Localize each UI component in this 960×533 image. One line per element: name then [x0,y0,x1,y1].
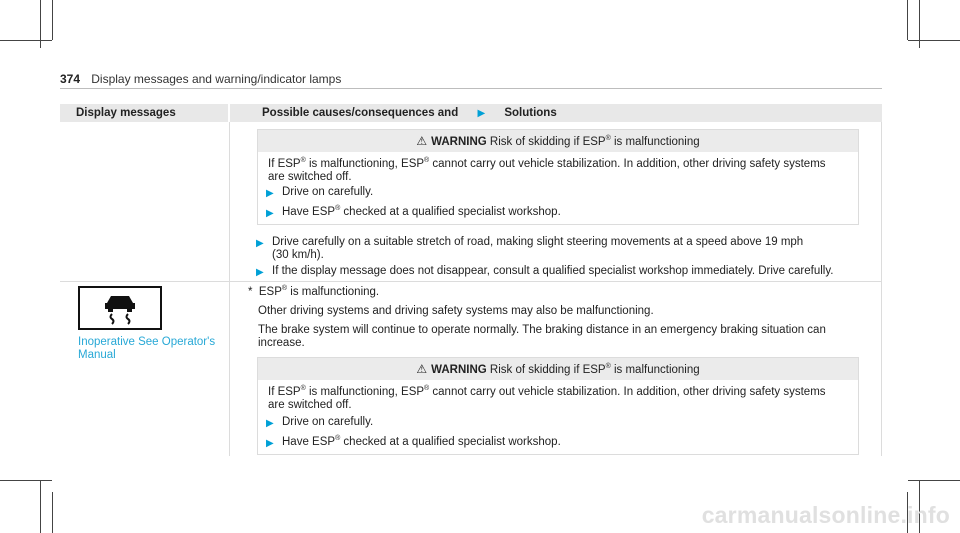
arrow-icon: ▶ [256,238,264,249]
warning-body: If ESP® is malfunctioning, ESP® cannot carry out vehicle stabilization. In addition, other driving safety systems are switched off. [268,385,826,411]
column-header-label: Display messages [76,107,176,119]
warning-triangle-icon: ⚠ [416,134,428,148]
arrow-icon: ▶ [266,418,274,429]
column-header-causes [230,104,882,122]
table-border-right [881,122,882,456]
warning-body: If ESP® is malfunctioning, ESP® cannot carry out vehicle stabilization. In addition, other driving safety systems are switched off. [268,157,826,183]
section-title: Display messages and warning/indicator lamps [91,72,342,86]
watermark: carmanualsonline.info [701,502,950,528]
crop-mark [908,480,960,481]
car-skid-icon [80,288,160,328]
warning-step: ▶ Drive on carefully. [266,186,374,199]
arrow-icon: ▶ [266,208,274,219]
arrow-icon: ▶ [266,188,274,199]
page-header [60,72,341,86]
warning-step: ▶ Drive on carefully. [266,416,374,429]
solution-step: ▶ If the display message does not disappear, consult a qualified specialist workshop immediately. Drive carefully. [256,265,834,278]
arrow-icon: ▶ [266,438,274,449]
cause-text: Other driving systems and driving safety systems may also be malfunctioning. [258,305,654,317]
cause-text: * ESP® is malfunctioning. [248,285,380,298]
arrow-icon: ▶ [477,108,486,119]
warning-step: ▶ Have ESP® checked at a qualified specialist workshop. [266,435,561,449]
page-number: 374 [60,72,81,86]
esp-skid-icon [78,286,162,330]
crop-mark [0,40,52,41]
crop-mark [52,0,53,40]
cause-text: The brake system will continue to operate normally. The braking distance in an emergency braking situation can increase. [258,324,826,349]
crop-mark [52,492,53,533]
solution-step: ▶ Drive carefully on a suitable stretch of road, making slight steering movements at a speed above 19 mph (30 km/h). [256,236,804,261]
crop-mark [908,40,960,41]
crop-mark [907,0,908,40]
warning-step: ▶ Have ESP® checked at a qualified specialist workshop. [266,205,561,219]
warning-header: ⚠ WARNING Risk of skidding if ESP® is malfunctioning [258,358,858,380]
column-header-label: Possible causes/consequences and ▶ Solutions [262,107,557,119]
warning-header: ⚠ WARNING Risk of skidding if ESP® is malfunctioning [258,130,858,152]
row-divider [60,281,882,282]
arrow-icon: ▶ [256,267,264,278]
bullet: * [248,286,253,298]
crop-mark [40,480,41,533]
operators-manual-link[interactable]: Inoperative See Operator's Manual [78,336,216,361]
crop-mark [0,480,52,481]
column-header-messages [60,104,228,122]
column-divider [229,122,230,456]
warning-triangle-icon: ⚠ [416,362,428,376]
header-rule [60,88,882,89]
